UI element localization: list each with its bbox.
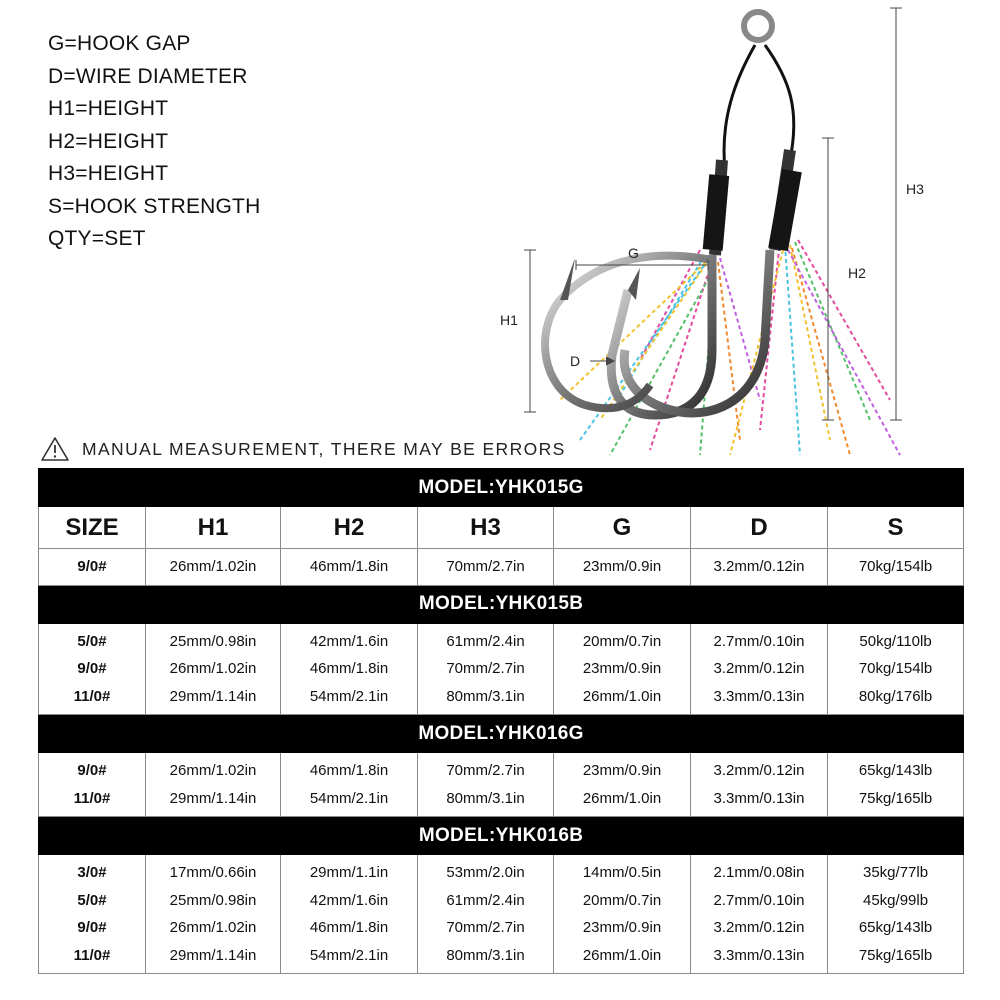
cell-value: 80mm/3.1in: [446, 946, 525, 964]
cell-h1: [146, 855, 281, 974]
col-header-h2: H2: [281, 507, 418, 549]
table-row: [39, 753, 964, 817]
cell-value: 23mm/0.9in: [582, 762, 662, 779]
cell-h1: [146, 623, 281, 715]
cell-h1: [146, 753, 281, 817]
cell-value: 42mm/1.6in: [309, 891, 389, 909]
cell-value: 25mm/0.98in: [169, 891, 257, 909]
label-h1: H1: [500, 312, 518, 328]
cell-value: 25mm/0.98in: [169, 632, 257, 650]
cell-value: 46mm/1.8in: [309, 660, 389, 677]
cell-value: 3/0#: [77, 864, 107, 881]
cell-size: [39, 623, 146, 715]
model-header-row: [39, 817, 964, 855]
cell-size: [39, 855, 146, 974]
cell-value: 46mm/1.8in: [309, 558, 389, 575]
spec-table: [38, 468, 964, 974]
cell-value: 5/0#: [77, 632, 107, 650]
cell-value: 2.7mm/0.10in: [713, 632, 805, 650]
col-header-h3: H3: [418, 507, 554, 549]
model-name: MODEL:YHK015G: [39, 469, 964, 507]
split-ring-icon: [744, 12, 772, 40]
warning-note: [40, 436, 566, 462]
cell-s: [828, 855, 964, 974]
cell-value: 70kg/154lb: [858, 660, 933, 677]
cell-value: 9/0#: [77, 919, 107, 936]
cell-value: 9/0#: [77, 558, 107, 575]
cell-value: 75kg/165lb: [858, 946, 933, 964]
col-header-size: SIZE: [39, 507, 146, 549]
cell-value: 3.3mm/0.13in: [713, 789, 805, 807]
cell-value: 3.2mm/0.12in: [713, 558, 805, 575]
cell-value: 3.3mm/0.13in: [713, 687, 805, 705]
col-header-h1: H1: [146, 507, 281, 549]
col-header-d: D: [691, 507, 828, 549]
col-header-g: G: [554, 507, 691, 549]
cell-value: 29mm/1.14in: [169, 946, 257, 964]
cell-value: 26mm/1.0in: [582, 946, 662, 964]
legend-item: H3=HEIGHT: [48, 162, 169, 185]
cell-value: 54mm/2.1in: [309, 687, 389, 705]
cell-d: [691, 855, 828, 974]
cell-h3: [418, 549, 554, 586]
cell-s: [828, 623, 964, 715]
legend-item: D=WIRE DIAMETER: [48, 64, 248, 88]
cell-s: [828, 549, 964, 586]
cell-value: 11/0#: [73, 789, 111, 807]
cell-value: 70mm/2.7in: [446, 558, 525, 575]
cell-size: [39, 549, 146, 586]
cell-value: 26mm/1.02in: [169, 558, 257, 575]
cell-value: 3.2mm/0.12in: [713, 762, 805, 779]
cell-h1: [146, 549, 281, 586]
cell-value: 26mm/1.02in: [169, 762, 257, 779]
cell-value: 54mm/2.1in: [309, 789, 389, 807]
cell-value: 61mm/2.4in: [446, 891, 525, 909]
cell-h2: [281, 753, 418, 817]
cell-value: 5/0#: [77, 891, 107, 909]
cell-value: 26mm/1.0in: [582, 789, 662, 807]
cell-value: 3.2mm/0.12in: [713, 919, 805, 936]
legend-item: H1=HEIGHT: [48, 97, 169, 120]
cell-h3: [418, 623, 554, 715]
cell-g: [554, 623, 691, 715]
assist-cord: [724, 45, 794, 170]
table-row: [39, 549, 964, 586]
legend-item: H2=HEIGHT: [48, 129, 169, 153]
legend-item: S=HOOK STRENGTH: [48, 194, 261, 218]
legend-item: G=HOOK GAP: [48, 32, 191, 55]
cell-value: 23mm/0.9in: [582, 558, 662, 575]
cell-h2: [281, 623, 418, 715]
cell-value: 70kg/154lb: [858, 558, 933, 575]
model-header-row: [39, 585, 964, 623]
cell-value: 2.7mm/0.10in: [713, 891, 805, 909]
model-header-row: [39, 469, 964, 507]
cell-value: 75kg/165lb: [858, 789, 933, 807]
cell-value: 46mm/1.8in: [309, 919, 389, 936]
label-h2: H2: [848, 265, 866, 281]
cell-value: 50kg/110lb: [859, 632, 932, 650]
cell-value: 26mm/1.02in: [169, 660, 257, 677]
cell-value: 42mm/1.6in: [309, 632, 389, 650]
cell-value: 70mm/2.7in: [446, 919, 525, 936]
cell-value: 9/0#: [77, 660, 107, 677]
cell-h2: [281, 855, 418, 974]
cell-d: [691, 623, 828, 715]
table-row: [39, 623, 964, 715]
cell-value: 80mm/3.1in: [446, 789, 525, 807]
cell-value: 14mm/0.5in: [582, 864, 662, 881]
warning-triangle-icon: [40, 436, 70, 462]
cell-value: 20mm/0.7in: [582, 632, 662, 650]
model-header-row: [39, 715, 964, 753]
label-h3: H3: [906, 181, 924, 197]
hook-diagram: [470, 0, 1000, 462]
legend: [48, 28, 260, 256]
cell-value: 45kg/99lb: [863, 891, 929, 909]
cell-value: 20mm/0.7in: [582, 891, 662, 909]
model-name: MODEL:YHK016G: [39, 715, 964, 753]
cell-value: 23mm/0.9in: [582, 919, 662, 936]
cell-h3: [418, 753, 554, 817]
cell-d: [691, 753, 828, 817]
cell-value: 29mm/1.1in: [309, 864, 389, 881]
col-header-s: S: [828, 507, 964, 549]
cell-value: 65kg/143lb: [858, 919, 933, 936]
cell-g: [554, 549, 691, 586]
cell-value: 2.1mm/0.08in: [713, 864, 805, 881]
cell-value: 26mm/1.02in: [169, 919, 257, 936]
cell-value: 70mm/2.7in: [446, 660, 525, 677]
column-header-row: [39, 507, 964, 549]
table-row: [39, 855, 964, 974]
cell-value: 29mm/1.14in: [169, 789, 257, 807]
cell-value: 3.3mm/0.13in: [713, 946, 805, 964]
label-g: G: [628, 245, 639, 261]
legend-item: QTY=SET: [48, 227, 146, 250]
cell-g: [554, 753, 691, 817]
cell-value: 11/0#: [73, 687, 111, 705]
cell-value: 46mm/1.8in: [309, 762, 389, 779]
cell-h3: [418, 855, 554, 974]
cell-value: 65kg/143lb: [858, 762, 933, 779]
model-name: MODEL:YHK015B: [39, 585, 964, 623]
cell-value: 80kg/176lb: [858, 687, 933, 705]
cell-value: 26mm/1.0in: [582, 687, 662, 705]
cell-value: 11/0#: [73, 946, 111, 964]
cell-s: [828, 753, 964, 817]
cell-h2: [281, 549, 418, 586]
cell-d: [691, 549, 828, 586]
cell-size: [39, 753, 146, 817]
cell-value: 70mm/2.7in: [446, 762, 525, 779]
cell-value: 23mm/0.9in: [582, 660, 662, 677]
cell-value: 61mm/2.4in: [446, 632, 525, 650]
cell-value: 54mm/2.1in: [309, 946, 389, 964]
label-d: D: [570, 353, 581, 369]
warning-text: MANUAL MEASUREMENT, THERE MAY BE ERRORS: [82, 438, 566, 459]
cell-value: 80mm/3.1in: [446, 687, 525, 705]
cell-value: 9/0#: [77, 762, 107, 779]
cell-value: 3.2mm/0.12in: [713, 660, 805, 677]
cell-g: [554, 855, 691, 974]
cell-value: 53mm/2.0in: [446, 864, 525, 881]
cell-value: 29mm/1.14in: [169, 687, 257, 705]
cell-value: 35kg/77lb: [863, 864, 929, 881]
model-name: MODEL:YHK016B: [39, 817, 964, 855]
cell-value: 17mm/0.66in: [169, 864, 257, 881]
